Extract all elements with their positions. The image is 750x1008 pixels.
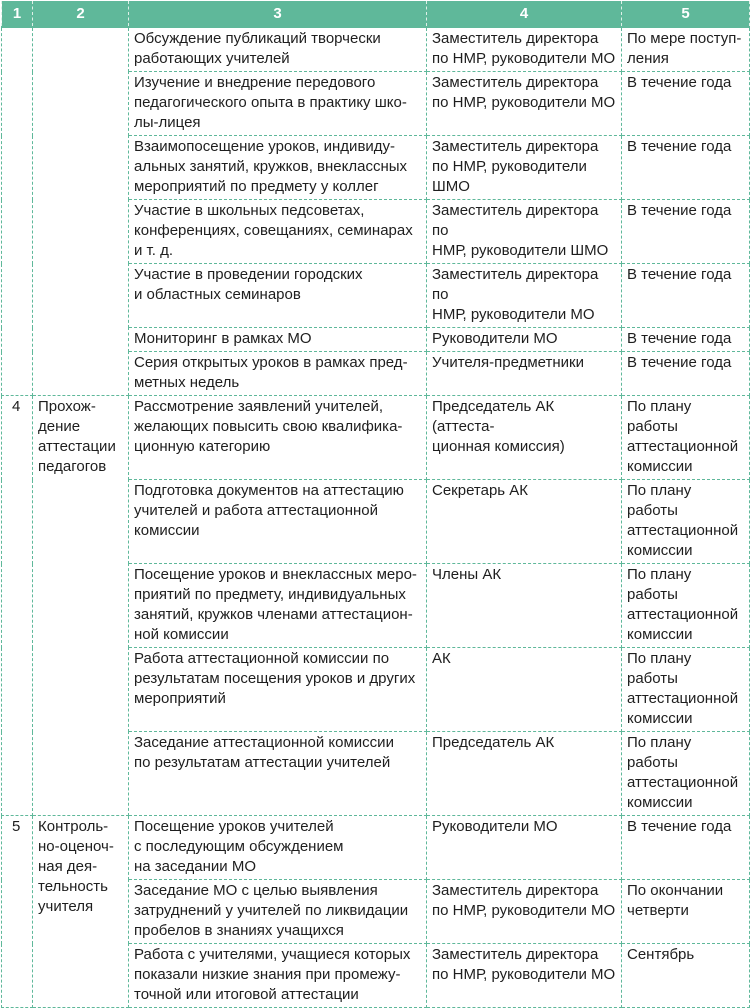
col-header-1: 1 — [2, 1, 33, 27]
col-header-5: 5 — [622, 1, 750, 27]
table-row — [2, 396, 750, 480]
activity-cell: Посещение уроков учителей с последующим обсуждением на заседании МО — [129, 816, 427, 880]
activity-cell: Изучение и внедрение передового педагогического опыта в практику шко- лы-лицея — [129, 72, 427, 136]
responsible-cell: Члены АК — [427, 564, 622, 648]
responsible-cell: Заместитель директора по НМР, руководители ШМО — [427, 200, 622, 264]
responsible-cell: Заместитель директора по НМР, руководители ШМО — [427, 136, 622, 200]
responsible-cell: Учителя-предметники — [427, 352, 622, 396]
deadline-cell: По плану работы аттестационной комиссии — [622, 480, 750, 564]
deadline-cell: По плану работы аттестационной комиссии — [622, 564, 750, 648]
activity-cell: Подготовка документов на аттестацию учителей и работа аттестационной комиссии — [129, 480, 427, 564]
plan-table — [1, 1, 750, 1008]
deadline-cell: В течение года — [622, 136, 750, 200]
responsible-cell: Секретарь АК — [427, 480, 622, 564]
col-header-2: 2 — [33, 1, 129, 27]
responsible-cell: Руководители МО — [427, 816, 622, 880]
table-row — [2, 816, 750, 880]
deadline-cell: По окончании четверти — [622, 880, 750, 944]
deadline-cell: По плану работы аттестационной комиссии — [622, 396, 750, 480]
deadline-cell: В течение года — [622, 328, 750, 352]
deadline-cell: В течение года — [622, 816, 750, 880]
activity-cell: Посещение уроков и внеклассных меро- приятий по предмету, индивидуальных занятий, кружков членами аттестацион- ной комиссии — [129, 564, 427, 648]
responsible-cell: Заместитель директора по НМР, руководители МО — [427, 264, 622, 328]
activity-cell: Мониторинг в рамках МО — [129, 328, 427, 352]
deadline-cell: По плану работы аттестационной комиссии — [622, 648, 750, 732]
responsible-cell: Заместитель директора по НМР, руководители МО — [427, 944, 622, 1008]
deadline-cell: В течение года — [622, 352, 750, 396]
responsible-cell: Заместитель директора по НМР, руководители МО — [427, 27, 622, 72]
deadline-cell: По мере поступ- ления — [622, 27, 750, 72]
stage-title: Контроль- но-оценоч- ная дея- тельность учителя — [33, 816, 129, 1008]
activity-cell: Участие в проведении городских и областных семинаров — [129, 264, 427, 328]
col-header-4: 4 — [427, 1, 622, 27]
responsible-cell: Руководители МО — [427, 328, 622, 352]
activity-cell: Заседание МО с целью выявления затруднений у учителей по ликвидации пробелов в знаниях учащихся — [129, 880, 427, 944]
deadline-cell: По плану работы аттестационной комиссии — [622, 732, 750, 816]
activity-cell: Серия открытых уроков в рамках пред- метных недель — [129, 352, 427, 396]
responsible-cell: Председатель АК (аттеста- ционная комиссия) — [427, 396, 622, 480]
activity-cell: Рассмотрение заявлений учителей, желающих повысить свою квалифика- ционную категорию — [129, 396, 427, 480]
responsible-cell: Председатель АК — [427, 732, 622, 816]
responsible-cell: Заместитель директора по НМР, руководители МО — [427, 880, 622, 944]
activity-cell: Работа аттестационной комиссии по результатам посещения уроков и других мероприятий — [129, 648, 427, 732]
deadline-cell: Сентябрь — [622, 944, 750, 1008]
col-header-3: 3 — [129, 1, 427, 27]
stage-number: 4 — [2, 396, 33, 816]
activity-cell: Участие в школьных педсоветах, конференциях, совещаниях, семинарах и т. д. — [129, 200, 427, 264]
table-row — [2, 27, 750, 72]
deadline-cell: В течение года — [622, 200, 750, 264]
responsible-cell: Заместитель директора по НМР, руководители МО — [427, 72, 622, 136]
header-row — [2, 1, 750, 27]
activity-cell: Обсуждение публикаций творчески работающих учителей — [129, 27, 427, 72]
deadline-cell: В течение года — [622, 264, 750, 328]
deadline-cell: В течение года — [622, 72, 750, 136]
stage-title: Прохож- дение аттестации педагогов — [33, 396, 129, 816]
activity-cell: Работа с учителями, учащиеся которых показали низкие знания при промежу- точной или итоговой аттестации — [129, 944, 427, 1008]
stage-title — [33, 27, 129, 396]
stage-number — [2, 27, 33, 396]
activity-cell: Взаимопосещение уроков, индивиду- альных занятий, кружков, внеклассных мероприятий по предмету у коллег — [129, 136, 427, 200]
stage-number: 5 — [2, 816, 33, 1008]
activity-cell: Заседание аттестационной комиссии по результатам аттестации учителей — [129, 732, 427, 816]
responsible-cell: АК — [427, 648, 622, 732]
